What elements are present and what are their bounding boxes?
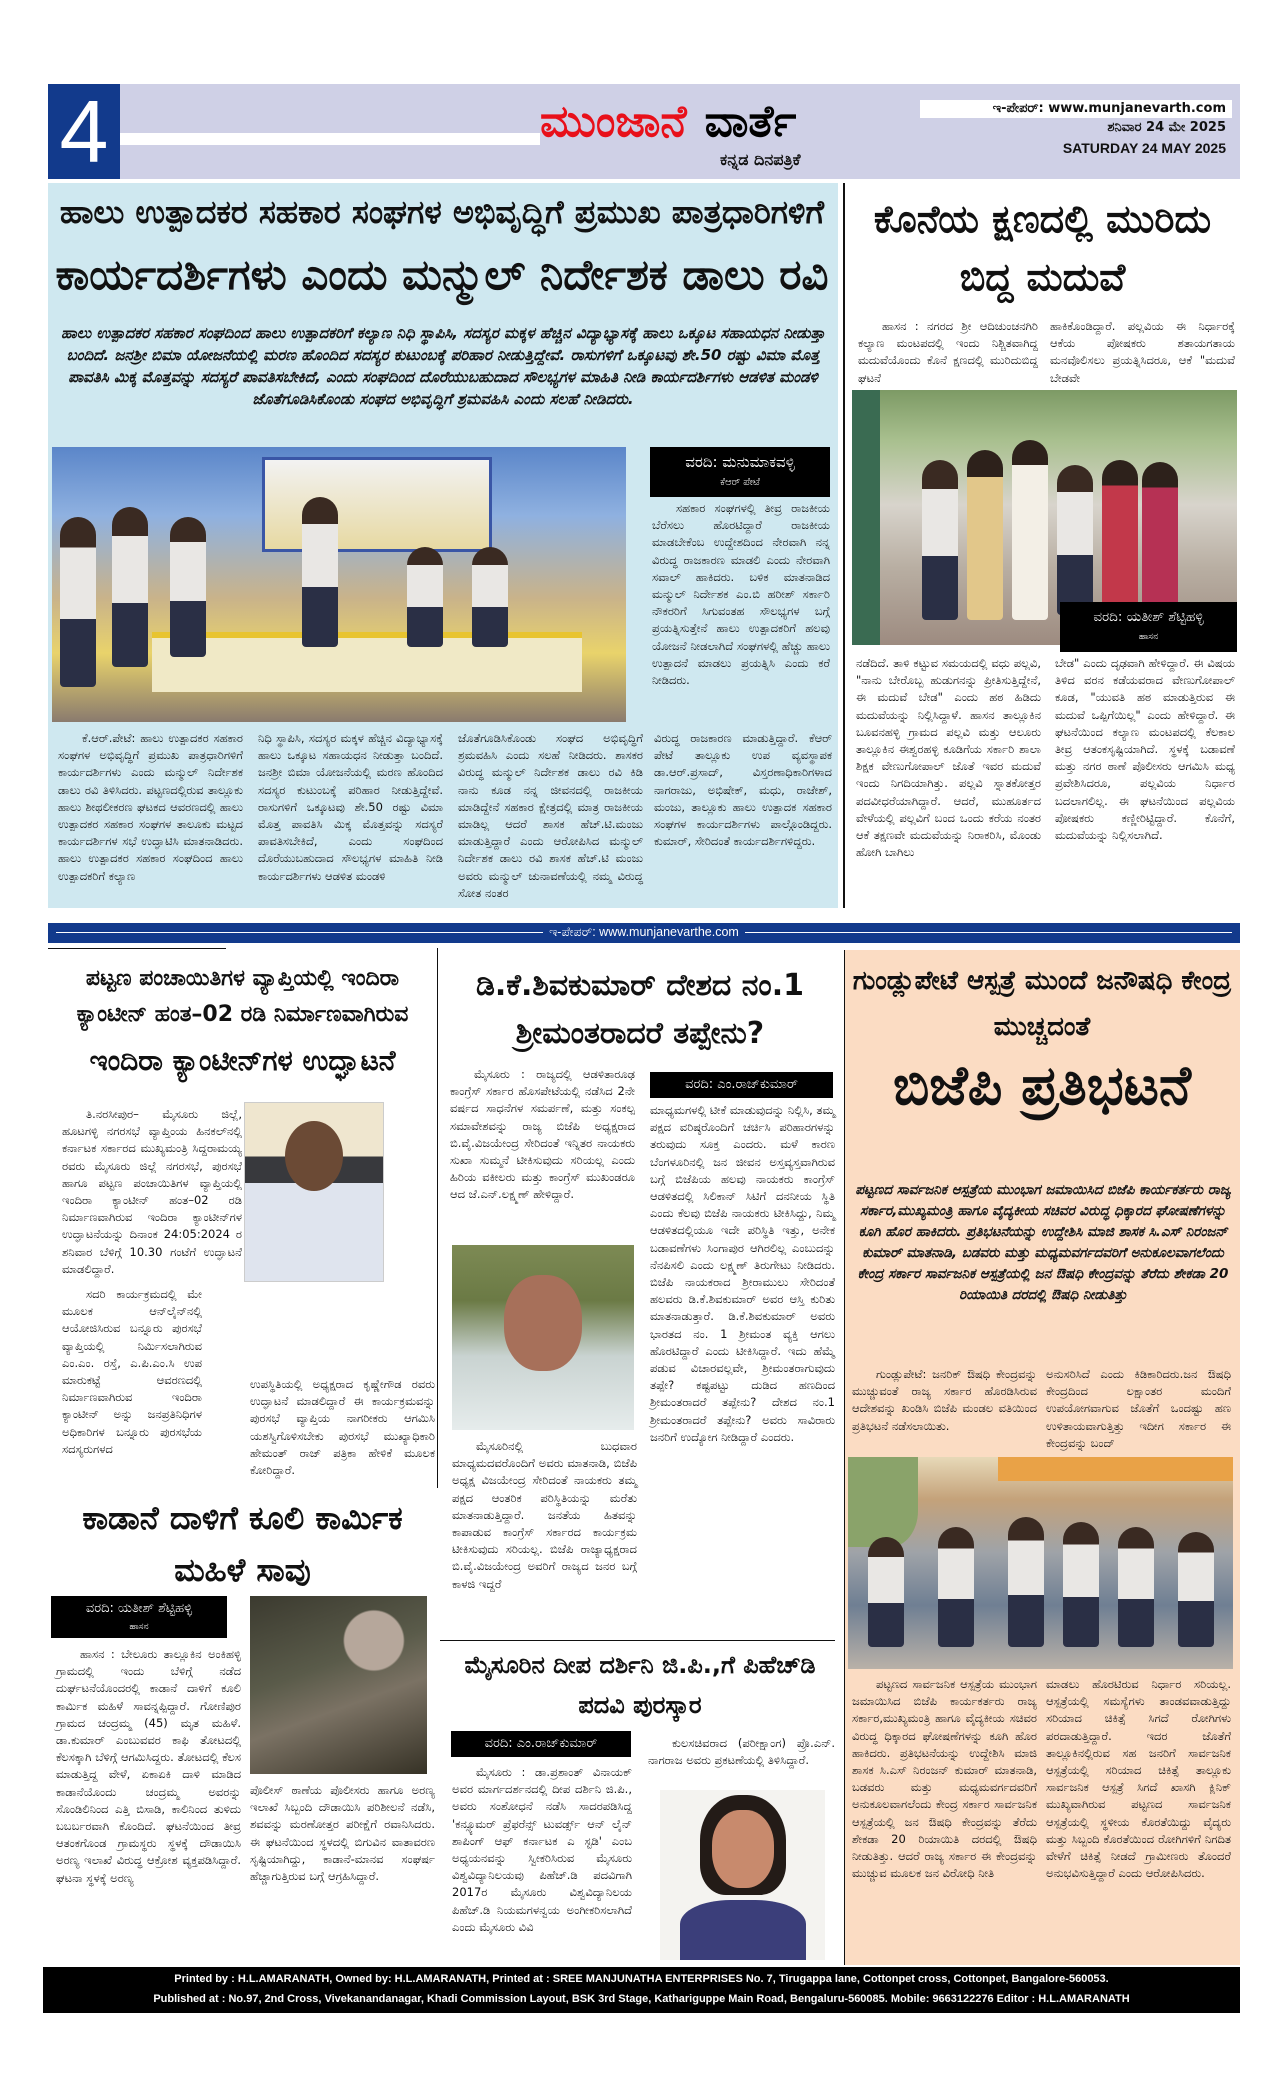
newspaper-subtitle: ಕನ್ನಡ ದಿನಪತ್ರಿಕೆ (720, 150, 801, 169)
photo-body (680, 1900, 806, 1960)
photo-person (302, 497, 338, 647)
story-canteen-headline-3: ಇಂದಿರಾ ಕ್ಯಾಂಟೀನ್‌ಗಳ ಉದ್ಘಾಟನೆ (89, 1044, 396, 1077)
photo-person (922, 460, 958, 620)
story-canteen-headline-2: ಕ್ಯಾಂಟೀನ್ ಹಂತ–02 ರಡಿ ನಿರ್ಮಾಣವಾಗಿರುವ (76, 1002, 409, 1027)
story-milk-union-column (458, 730, 643, 902)
paragraph: ಮೈಸೂರು : ರಾಜ್ಯದಲ್ಲಿ ಆಡಳಿತಾರೂಢ ಕಾಂಗ್ರೆಸ್ ಸರ್ಕಾರ ಹೊಸಪೇಟೆಯಲ್ಲಿ ನಡೆಸಿದ 2ನೇ ವರ್ಷದ ಸಾಧನೆಗಳ ಸಮರ್ಪಣೆ, ಮತ್ತು ಸಂಕಲ್ಪ ಸಮಾವೇಶವನ್ನು ರಾಜ್ಯ ಬಿಜೆಪಿ ಅಧ್ಯಕ್ಷರಾದ ಬಿ.ವೈ.ವಿಜಯೇಂದ್ರ ಸೇರಿದಂತೆ ಇನ್ನಿತರ ನಾಯಕರು ಸುಖಾ ಸುಮ್ಮನೆ ಟೀಕಿಸುವುದು ಸರಿಯಲ್ಲ ಎಂದು ಹಿರಿಯ ವಕೀಲರು ಮತ್ತು ಕಾಂಗ್ರೆಸ್ ಮುಖಂಡರೂ ಆದ ಜೆ.ಎನ್.ಲಕ್ಷ್ಮಣ್ ಹೇಳಿದ್ದಾರೆ. (450, 1067, 635, 1202)
newspaper-title (540, 96, 796, 147)
story-milk-union-column (652, 500, 830, 689)
byline-place: ಹಾಸನ (1138, 632, 1159, 642)
byline-name: ವರದಿ: ಯತೀಶ್ ಶೆಟ್ಟಿಹಳ್ಳಿ (1093, 609, 1204, 625)
photo-person (938, 1527, 974, 1647)
paragraph: ಸದರಿ ಕಾರ್ಯಕ್ರಮದಲ್ಲಿ ಮೇ ಮೂಲಕ ಆನ್‌ಲೈನ್‌ನಲ್ಲಿ ಆಯೋಜಿಸಿರುವ ಬನ್ನೂರು ಪುರಸಭೆ ವ್ಯಾಪ್ತಿಯಲ್ಲಿ ನಿರ್ಮಿಸಲಾಗಿರುವ ಎಂ.ಎಂ. ರಸ್ತೆ, ಎ.ಪಿ.ಎಂ.ಸಿ ಉಪ ಮಾರುಕಟ್ಟೆ ಆವರಣದಲ್ಲಿ ನಿರ್ಮಾಣವಾಗಿರುವ ಇಂದಿರಾ ಕ್ಯಾಂಟೀನ್ ಅನ್ನು ಜನಪ್ರತಿನಿಧಿಗಳ ಅಧಿಕಾರಿಗಳ ಬನ್ನೂರು ಪುರಸಭೆಯ ಸದಸ್ಯರುಗಳದ (62, 1287, 202, 1456)
photo-tree (848, 1457, 918, 1547)
story-milk-union-byline (650, 447, 830, 497)
date-english: SATURDAY 24 MAY 2025 (1062, 140, 1226, 156)
date-kannada: ಶನಿವಾರ 24 ಮೇ 2025 (1107, 120, 1226, 135)
photo-face (712, 1810, 774, 1888)
photo-person (1118, 1527, 1154, 1647)
photo-person (112, 507, 148, 667)
story-phd-photo (660, 1790, 825, 1960)
imprint-line-2: Published at : No.97, 2nd Cross, Vivekanandanagar, Khadi Commission Layout, BSK 3rd Stage, Kathariguppe Main Road, Bengaluru-560085. Mobile: 9663122276 Editor : H.L.AMARANATH (153, 1993, 1130, 2005)
paragraph: ಜೊತೆಗೂಡಿಸಿಕೊಂಡು ಸಂಘದ ಅಭಿವೃದ್ಧಿಗೆ ಶ್ರಮವಹಿಸಿ ಎಂದು ಸಲಹೆ ನೀಡಿದರು. ಶಾಸಕರ ವಿರುದ್ಧ ಮನ್ಮುಲ್ ನಿರ್ದೇಶಕ ಡಾಲು ರವಿ ಕಿಡಿ ನಾನು ಕೂಡ ನನ್ನ ಜೀವನದಲ್ಲಿ ರಾಜಕೀಯ ಮಾಡಿದ್ದೇನೆ ಸಹಕಾರ ಕ್ಷೇತ್ರದಲ್ಲಿ ಮಾತ್ರ ರಾಜಕೀಯ ಮಾಡಿಲ್ಲ ಆದರೆ ಶಾಸಕ ಹೆಚ್.ಟಿ.ಮಂಜು ಮಾಡುತ್ತಿದ್ದಾರೆ ಎಂದು ಆರೋಪಿಸಿದ ಮನ್ಮುಲ್ ನಿರ್ದೇಶಕ ಡಾಲು ರವಿ ಶಾಸಕ ಹೆಚ್.ಟಿ ಮಂಜು ಅವರು ಮನ್ಮುಲ್ ಚುನಾವಣೆಯಲ್ಲಿ ನಮ್ಮ ವಿರುದ್ಧ ಸೋತ ನಂತರ (458, 731, 643, 900)
story-gundlupet-column (852, 1366, 1037, 1435)
separator-url[interactable]: ಇ-ಪೇಪರ್: www.munjanevarthe.com (543, 925, 745, 939)
photo-person (1063, 1522, 1099, 1647)
photo-banner (998, 1457, 1233, 1481)
byline-place: ಹಾಸನ (129, 1622, 149, 1632)
story-gundlupet-column (1046, 1676, 1231, 1882)
paragraph: ಮಾಡಲು ಹೊರಟಿರುವ ನಿರ್ಧಾರ ಸರಿಯಲ್ಲ. ಆಸ್ಪತ್ರೆಯಲ್ಲಿ ಸಮಸ್ಯೆಗಳು ತಾಂಡವವಾಡುತ್ತಿದ್ದು ಸರಿಯಾದ ಚಿಕಿತ್ಸೆ ಸಿಗದೆ ರೋಗಿಗಳು ಪರದಾಡುತ್ತಿದ್ದಾರೆ. ಇದರ ಜೊತೆಗೆ ತಾಲ್ಲೂಕಿನಲ್ಲಿರುವ ಸಹ ಜನರಿಗೆ ಸಾರ್ವಜನಿಕ ಆಸ್ಪತ್ರೆಯಲ್ಲಿ ಸರಿಯಾದ ಚಿಕಿತ್ಸೆ ತಾಲ್ಲೂಕು ಸಾರ್ವಜನಿಕ ಆಸ್ಪತ್ರೆ ಸಿಗದೆ ಖಾಸಗಿ ಕ್ಲಿನಿಕ್ ಮುಖ್ಯವಾಗಿರುವ ಪಟ್ಟಣದ ಸಾರ್ವಜನಿಕ ಆಸ್ಪತ್ರೆಯಲ್ಲಿ ಸ್ಥಳೀಯ ಕೊರತೆಯಿದ್ದು ವೈದ್ಯರು ಮತ್ತು ಸಿಬ್ಬಂದಿ ಕೊರತೆಯಿಂದ ರೋಗಿಗಳಿಗೆ ನಿಗದಿತ ವೇಳೆಗೆ ಚಿಕಿತ್ಸೆ ನೀಡದೆ ಗ್ರಾಮೀಣರು ತೊಂದರೆ ಅನುಭವಿಸುತ್ತಿದ್ದಾರೆ ಎಂದು ಆರೋಪಿಸಿದರು. (1046, 1677, 1231, 1881)
story-wedding-column (856, 655, 1041, 861)
photo-person (868, 1537, 904, 1647)
photo-person (1057, 465, 1093, 615)
photo-person (407, 547, 443, 647)
paragraph: ನಡೆದಿದೆ. ತಾಳಿ ಕಟ್ಟುವ ಸಮಯದಲ್ಲಿ ವಧು ಪಲ್ಲವಿ, "ನಾನು ಬೇರೊಬ್ಬ ಹುಡುಗನನ್ನು ಪ್ರೀತಿಸುತ್ತಿದ್ದೇನೆ, ಈ ಮದುವೆ ಬೇಡ" ಎಂದು ಹಠ ಹಿಡಿದು ಮದುವೆಯನ್ನು ನಿಲ್ಲಿಸಿದ್ದಾಳೆ. ಹಾಸನ ತಾಲ್ಲೂಕಿನ ಬೂವನಹಳ್ಳಿ ಗ್ರಾಮದ ಪಲ್ಲವಿ ಮತ್ತು ಆಲೂರು ತಾಲ್ಲೂಕಿನ ಈಶ್ವರಹಳ್ಳಿ ಕೂಡಿಗೆಯ ಸರ್ಕಾರಿ ಶಾಲಾ ಶಿಕ್ಷಕ ವೇಣುಗೋಪಾಲ್ ಜೊತೆ ಇವರ ಮದುವೆ ಇಂದು ನಿಗದಿಯಾಗಿತ್ತು. ಪಲ್ಲವಿ ಸ್ನಾತಕೋತ್ತರ ಪದವೀಧರೆಯಾಗಿದ್ದಾರೆ. ಆದರೆ, ಮುಹೂರ್ತದ ವೇಳೆಯಲ್ಲಿ ಪಲ್ಲವಿಗೆ ಬಂದ ಒಂದು ಕರೆಯ ನಂತರ ಆಕೆ ತಕ್ಷಣವೇ ಮದುವೆಯನ್ನು ನಿರಾಕರಿಸಿ, ಮೊಂಡು ಹೋಗಿ ಬಾಗಿಲು (856, 656, 1041, 860)
photo-person (1008, 1517, 1044, 1647)
paragraph: ಮೈಸೂರಿನಲ್ಲಿ ಬುಧವಾರ ಮಾಧ್ಯಮದವರೊಂದಿಗೆ ಅವರು ಮಾತನಾಡಿ, ಬಿಜೆಪಿ ಅಧ್ಯಕ್ಷ ವಿಜಯೇಂದ್ರ ಸೇರಿದಂತೆ ನಾಯಕರು ತಮ್ಮ ಪಕ್ಷದ ಆಂತರಿಕ ಪರಿಸ್ಥಿತಿಯನ್ನು ಮರೆತು ಮಾತನಾಡುತ್ತಿದ್ದಾರೆ. ಜನತೆಯ ಹಿತವನ್ನು ಕಾಪಾಡುವ ಕಾಂಗ್ರೆಸ್ ಸರ್ಕಾರದ ಕಾರ್ಯಕ್ರಮ ಟೀಕಿಸುವುದು ಸರಿಯಲ್ಲ. ಬಿಜೆಪಿ ರಾಜ್ಯಾಧ್ಯಕ್ಷರಾದ ಬಿ.ವೈ.ವಿಜಯೇಂದ್ರ ಅವರಿಗೆ ರಾಜ್ಯದ ಜನರ ಬಗ್ಗೆ ಕಾಳಜಿ ಇದ್ದರೆ (452, 1439, 637, 1591)
paragraph: ಕೆ.ಆರ್.ಪೇಟೆ: ಹಾಲು ಉತ್ಪಾದಕರ ಸಹಕಾರ ಸಂಘಗಳ ಅಭಿವೃದ್ಧಿಗೆ ಪ್ರಮುಖ ಪಾತ್ರಧಾರಿಗಳಿಗೆ ಕಾರ್ಯದರ್ಶಿಗಳು ಎಂದು ಮನ್ಮುಲ್ ನಿರ್ದೇಶಕ ಡಾಲು ರವಿ ತಿಳಿಸಿದರು. ಪಟ್ಟಣದಲ್ಲಿರುವ ತಾಲ್ಲೂಕು ಹಾಲು ಶೀಥಲೀಕರಣ ಘಟಕದ ಆವರಣದಲ್ಲಿ ಹಾಲು ಉತ್ಪಾದಕರ ಸಹಕಾರ ಸಂಘಗಳ ತಾಲೂಕು ಮಟ್ಟದ ಕಾರ್ಯದರ್ಶಿಗಳ ಸಭೆ ಉದ್ಘಾಟಿಸಿ ಮಾತನಾಡಿದರು. ಹಾಲು ಉತ್ಪಾದಕರ ಸಹಕಾರ ಸಂಘದಿಂದ ಹಾಲು ಉತ್ಪಾದಕರಿಗೆ ಕಲ್ಯಾಣ (58, 731, 243, 883)
story-canteen-column (62, 1106, 242, 1278)
column-divider (843, 183, 845, 908)
photo-banner (262, 457, 492, 552)
story-dks-column (450, 1066, 635, 1204)
paragraph: ಹಾಕಿಕೊಂಡಿದ್ದಾರೆ. ಪಲ್ಲವಿಯ ಈ ನಿರ್ಧಾರಕ್ಕೆ ಆಕೆಯ ಪೋಷಕರು ಶತಾಯಗತಾಯ ಮನವೊಲಿಸಲು ಪ್ರಯತ್ನಿಸಿದರೂ, ಆಕೆ "ಮದುವೆ ಬೇಡವೇ (1050, 319, 1235, 385)
story-elephant-column (250, 1782, 435, 1885)
story-gundlupet-headline-2: ಬಿಜೆಪಿ ಪ್ರತಿಭಟನೆ (892, 1054, 1192, 1117)
rule (48, 948, 226, 949)
paragraph: ನಿಧಿ ಸ್ಥಾಪಿಸಿ, ಸದಸ್ಯರ ಮಕ್ಕಳ ಹೆಚ್ಚಿನ ವಿದ್ಯಾಭ್ಯಾಸಕ್ಕೆ ಹಾಲು ಒಕ್ಕೂಟ ಸಹಾಯಧನ ನೀಡುತ್ತಾ ಬಂದಿದೆ. ಜನಶ್ರೀ ಬಿಮಾ ಯೋಜನೆಯಲ್ಲಿ ಮರಣ ಹೊಂದಿದ ಸದಸ್ಯರ ಕುಟುಂಬಕ್ಕೆ ಪರಿಹಾರ ನೀಡುತ್ತಿದ್ದೇವೆ. ರಾಸುಗಳಿಗೆ ಒಕ್ಕೂಟವು ಶೇ.50 ರಷ್ಟು ವಿಮಾ ಮೊತ್ತ ಪಾವತಿಸಿ ಮಿಕ್ಕ ಮೊತ್ತವನ್ನು ಸದಸ್ಯರೆ ಪಾವತಿಸಬೇಕಿದೆ, ಎಂದು ಸಂಘದಿಂದ ದೊರೆಯುಬಹುದಾದ ಸೌಲಭ್ಯಗಳ ಮಾಹಿತಿ ನೀಡಿ ಕಾರ್ಯದರ್ಶಿಗಳು ಆಡಳಿತ ಮಂಡಳಿ (258, 731, 443, 883)
story-dks-headline: ಡಿ.ಕೆ.ಶಿವಕುಮಾರ್ ದೇಶದ ನಂ.1 ಶ್ರೀಮಂತರಾದರೆ ತಪ್ಪೇನು? (475, 968, 804, 1051)
column-divider (437, 948, 438, 1488)
photo-face (504, 1275, 582, 1371)
paragraph: ಮೈಸೂರು : ಡಾ.ಪ್ರಶಾಂತ್ ವಿನಾಯಕ್ ಅವರ ಮಾರ್ಗದರ್ಶನದಲ್ಲಿ ದೀಪ ದರ್ಶಿನಿ ಜಿ.ಪಿ., ಅವರು ಸಂಶೋಧನೆ ನಡೆಸಿ ಸಾದರಪಡಿಸಿದ್ದ 'ಕನ್ಸ್ಯೂಮರ್ ಪ್ರೆಫರೆನ್ಸ್ ಟುವರ್ಡ್ಸ್ ಆನ್ ಲೈನ್ ಶಾಪಿಂಗ್ ಆಫ್ ಕರ್ನಾಟಕ ಎ ಸ್ಟಡಿ' ಎಂಬ ಅಧ್ಯಯನವನ್ನು ಸ್ವೀಕರಿಸಿರುವ ಮೈಸೂರು ವಿಶ್ವವಿದ್ಯಾನಿಲಯವು ಪಿಹೆಚ್.ಡಿ ಪದವಿಗಾಗಿ 2017ರ ಮೈಸೂರು ವಿಶ್ವವಿದ್ಯಾನಿಲಯ ಪಿಹೆಚ್.ಡಿ ನಿಯಮಗಳನ್ವಯ ಅಂಗೀಕರಿಸಲಾಗಿದೆ ಎಂದು ಮೈಸೂರು ವಿವಿ (452, 1765, 632, 1934)
story-dks-column (650, 1102, 835, 1446)
paragraph: ಪಟ್ಟಣದ ಸಾರ್ವಜನಿಕ ಆಸ್ಪತ್ರೆಯ ಮುಂಭಾಗ ಜಮಾಯಿಸಿದ ಬಿಜೆಪಿ ಕಾರ್ಯಕರ್ತರು ರಾಜ್ಯ ಸರ್ಕಾರ,ಮುಖ್ಯಮಂತ್ರಿ ಹಾಗೂ ವೈದ್ಯಕೀಯ ಸಚಿವರ ವಿರುದ್ಧ ಧಿಕ್ಕಾರದ ಘೋಷಣೆಗಳನ್ನು ಕೂಗಿ ಹೊರ ಹಾಕಿದರು. ಪ್ರತಿಭಟನೆಯನ್ನು ಉದ್ದೇಶಿಸಿ ಮಾಜಿ ಶಾಸಕ ಸಿ.ಎಸ್ ನಿರಂಜನ್ ಕುಮಾರ್ ಮಾತನಾಡಿ, ಬಡವರು ಮತ್ತು ಮಧ್ಯಮವರ್ಗದವರಿಗೆ ಅನುಕೂಲವಾಗಲೆಂದು ಕೇಂದ್ರ ಸರ್ಕಾರ ಸಾರ್ವಜನಿಕ ಆಸ್ಪತ್ರೆಯಲ್ಲಿ ಜನ ಔಷಧಿ ಕೇಂದ್ರವನ್ನು ತೆರೆದು ಶೇಕಡಾ 20 ರಿಯಾಯಿತಿ ದರದಲ್ಲಿ ಔಷಧಿ ನೀಡುತಿತ್ತು. ಆದರೆ ರಾಜ್ಯ ಸರ್ಕಾರ ಈ ಕೇಂದ್ರವನ್ನು ಮುಚ್ಚುವ ಮೂಲಕ ಜನ ವಿರೋಧಿ ನೀತಿ (852, 1677, 1037, 1881)
photo-person (1012, 440, 1048, 620)
newspaper-title-black: ವಾರ್ತೆ (704, 96, 797, 147)
paragraph: ಮಾಧ್ಯಮಗಳಲ್ಲಿ ಟೀಕೆ ಮಾಡುವುದನ್ನು ನಿಲ್ಲಿಸಿ, ತಮ್ಮ ಪಕ್ಷದ ವರಿಷ್ಠರೊಂದಿಗೆ ಚರ್ಚಿಸಿ ಪರಿಹಾರಗಳನ್ನು ತರುವುದು ಸೂಕ್ತ ಎಂದರು. ಮಳೆ ಕಾರಣ ಬೆಂಗಳೂರಿನಲ್ಲಿ ಜನ ಜೀವನ ಅಸ್ತವ್ಯಸ್ತವಾಗಿರುವ ಬಗ್ಗೆ ಬಿಜೆಪಿಯ ಹಲವು ನಾಯಕರು ಕಾಂಗ್ರೆಸ್ ಆಡಳಿತದಲ್ಲಿ ಸಿಲಿಕಾನ್ ಸಿಟಿಗೆ ದನನೀಯ ಸ್ಥಿತಿ ಎಂದು ಕೆಲವು ಬಿಜೆಪಿ ನಾಯಕರು ಟೀಕಿಸಿದ್ದು, ನಿಮ್ಮ ಆಡಳಿತದಲ್ಲಿಯೂ ಇದೇ ಪರಿಸ್ಥಿತಿ ಇತ್ತು, ಅನೇಕ ಬಡಾವಣೆಗಳು ಸಿಂಗಾಪುರ ಆಗಿರಲಿಲ್ಲ ಎಂಬುದನ್ನು ನೆನಪಿಸಲಿ ಎಂದು ಲಕ್ಷ್ಮಣ್ ತಿರುಗೇಟು ನೀಡಿದರು. ಬಿಜೆಪಿ ನಾಯಕರಾದ ಶ್ರೀರಾಮುಲು ಸೇರಿದಂತೆ ಹಲವರು ಡಿ.ಕೆ.ಶಿವಕುಮಾರ್ ಅವರ ಆಸ್ತಿ ಕುರಿತು ಮಾತನಾಡುತ್ತಾರೆ. ಡಿ.ಕೆ.ಶಿವಕುಮಾರ್ ಅವರು ಭಾರತದ ನಂ. 1 ಶ್ರೀಮಂತ ವ್ಯಕ್ತಿ ಆಗಲು ಹೊರಟಿದ್ದಾರೆ ಎಂದು ಟೀಕಿಸಿದ್ದಾರೆ. ಇದು ಹೆಮ್ಮೆ ಪಡುವ ವಿಚಾರವಲ್ಲವೇ, ಶ್ರೀಮಂತರಾಗುವುದು ತಪ್ಪೇ? ಕಷ್ಟಪಟ್ಟು ದುಡಿದ ಹಣದಿಂದ ಶ್ರೀಮಂತರಾದರೆ ತಪ್ಪೇನು? ದೇಶದ ನಂ.1 ಶ್ರೀಮಂತರಾದರೆ ತಪ್ಪೇನು? ಅವರು ಸಾವಿರಾರು ಜನರಿಗೆ ಉದ್ಯೋಗ ನೀಡಿದ್ದಾರೆ ಎಂದರು. (650, 1103, 836, 1444)
story-milk-union-headline-2: ಕಾರ್ಯದರ್ಶಿಗಳು ಎಂದು ಮನ್ಮುಲ್ ನಿರ್ದೇಶಕ ಡಾಲು ರವಿ (55, 250, 829, 299)
story-wedding-column (1055, 655, 1235, 844)
byline-name: ವರದಿ: ಮನುಮಾಕವಳ್ಳಿ (685, 453, 795, 471)
photo-person (170, 517, 206, 657)
story-elephant-headline: ಕಾಡಾನೆ ದಾಳಿಗೆ ಕೂಲಿ ಕಾರ್ಮಿಕ ಮಹಿಳೆ ಸಾವು (82, 1499, 403, 1589)
photo-face (285, 1121, 343, 1191)
photo-wall (852, 390, 880, 645)
photo-person (967, 450, 1003, 620)
photo-person (60, 517, 96, 687)
photo-person (1102, 460, 1138, 620)
photo-person (472, 547, 508, 647)
paragraph: ಕುಲಸಚಿವರಾದ (ಪರೀಕ್ಷಾಂಗ) ಪ್ರೊ.ಎನ್. ನಾಗರಾಜ ಅವರು ಪ್ರಕಟಣೆಯಲ್ಲಿ ತಿಳಿಸಿದ್ದಾರೆ. (648, 1736, 835, 1768)
byline-name: ವರದಿ: ಯತೀಶ್ ಶೆಟ್ಟಿಹಳ್ಳಿ (85, 1601, 193, 1616)
story-wedding-byline (1060, 602, 1237, 652)
paragraph: ಹಾಸನ : ನಗರದ ಶ್ರೀ ಆದಿಚುಂಚನಗಿರಿ ಕಲ್ಯಾಣ ಮಂಟಪದಲ್ಲಿ ಇಂದು ನಿಶ್ಚಿತವಾಗಿದ್ದ ಮದುವೆಯೊಂದು ಕೊನೆ ಕ್ಷಣದಲ್ಲಿ ಮುರಿದುಬಿದ್ದ ಘಟನೆ (858, 319, 1038, 385)
imprint-footer (43, 1967, 1240, 2013)
story-gundlupet-column (852, 1676, 1037, 1882)
rule (440, 1640, 835, 1641)
story-milk-union-column (258, 730, 443, 885)
paragraph: ವಿರುದ್ಧ ರಾಜಕಾರಣ ಮಾಡುತ್ತಿದ್ದಾರೆ. ಕೆಆರ್ ಪೇಟೆ ತಾಲ್ಲೂಕು ಉಪ ವ್ಯವಸ್ಥಾಪಕ ಡಾ.ಆರ್.ಪ್ರಸಾದ್, ವಿಸ್ತರಣಾಧಿಕಾರಿಗಳಾದ ನಾಗರಾಜು, ಅಭಿಷೇಕ್, ಮಧು, ರಾಜೇಶ್, ಮಂಜು, ತಾಲ್ಲೂಕು ಹಾಲು ಉತ್ಪಾದಕ ಸಹಕಾರ ಸಂಘಗಳ ಕಾರ್ಯದರ್ಶಿಗಳು ಪಾಲ್ಗೊಂಡಿದ್ದರು. ಕುಮಾರ್, ಸೇರಿದಂತೆ ಕಾರ್ಯದರ್ಶಿಗಳಿದ್ದರು. (654, 731, 832, 849)
story-canteen-column (250, 1376, 435, 1479)
photo-stage-table (152, 632, 582, 692)
story-wedding-column (1050, 318, 1235, 387)
story-elephant-byline (51, 1596, 227, 1638)
story-canteen-column (62, 1286, 202, 1458)
masthead-rule (120, 133, 540, 145)
story-dks-byline: ವರದಿ: ಎಂ.ರಾಜ್‌ಕುಮಾರ್ (650, 1072, 833, 1098)
paragraph: ಅನುಸರಿಸಿದೆ ಎಂದು ಕಿಡಿಕಾರಿದರು.ಜನ ಔಷಧಿ ಕೇಂದ್ರದಿಂದ ಲಕ್ಷಾಂತರ ಮಂದಿಗೆ ಉಪಯೋಗವಾಗುವ ಜೊತೆಗೆ ಒಂದಷ್ಟು ಹಣ ಉಳಿತಾಯವಾಗುತ್ತಿತ್ತು ಇದೀಗ ಸರ್ಕಾರ ಈ ಕೇಂದ್ರವನ್ನು ಬಂದ್ (1046, 1367, 1231, 1450)
page-number: 4 (48, 84, 120, 179)
paragraph: ತಿ.ನರಸೀಪುರ– ಮೈಸೂರು ಜಿಲ್ಲೆ, ಹೂಟಗಳ್ಳಿ ನಗರಸಭೆ ವ್ಯಾಪ್ತಿಂಯ ಹಿನಕಲ್‌ನಲ್ಲಿ ಕರ್ನಾಟಕ ಸರ್ಕಾರದ ಮುಖ್ಯಮಂತ್ರಿ ಸಿದ್ದರಾಮಯ್ಯ ರವರು ಮೈಸೂರು ಜಿಲ್ಲೆ ನಗರಸಭೆ, ಪುರಸಭೆ ಹಾಗೂ ಪಟ್ಟಣ ಪಂಚಾಯಿತಿಗಳ ವ್ಯಾಪ್ತಿಯಲ್ಲಿ ಇಂದಿರಾ ಕ್ಯಾಂಟೀನ್ ಹಂತ–02 ರಡಿ ನಿರ್ಮಾಣವಾಗಿರುವ ಇಂದಿರಾ ಕ್ಯಾಂಟೀನ್‌ಗಳ ಉದ್ಘಾಟನೆಯನ್ನು ದಿನಾಂಕ 24:05:2024 ರ ಶನಿವಾರ ಬೆಳಿಗ್ಗೆ 10.30 ಗಂಟೆಗೆ ಉದ್ಘಾಟನೆ ಮಾಡಲಿದ್ದಾರೆ. (62, 1107, 242, 1276)
story-canteen-headline-1: ಪಟ್ಟಣ ಪಂಚಾಯಿತಿಗಳ ವ್ಯಾಪ್ತಿಯಲ್ಲಿ ಇಂದಿರಾ (85, 966, 400, 991)
byline-place: ಕೆಆರ್ ಪೇಟೆ (720, 477, 760, 488)
story-milk-union-photo (52, 447, 626, 722)
story-phd-headline: ಮೈಸೂರಿನ ದೀಪ ದರ್ಶಿನಿ ಜಿ.ಪಿ.,ಗೆ ಪಿಹೆಚ್‌ಡಿ ಪದವಿ ಪುರಸ್ಕಾರ (464, 1651, 816, 1719)
paragraph: ಉಪಸ್ಥಿತಿಯಲ್ಲಿ ಅಧ್ಯಕ್ಷರಾದ ಕೃಷ್ಣೇಗೌಡ ರವರು ಉದ್ಘಾಟನೆ ಮಾಡಲಿದ್ದಾರೆ ಈ ಕಾರ್ಯಕ್ರಮವನ್ನು ಪುರಸಭೆ ವ್ಯಾಪ್ತಿಯ ನಾಗರೀಕರು ಆಗಮಿಸಿ ಯಶಸ್ವಿಗೊಳಿಸಬೇಕು ಪುರಸಭೆ ಮುಖ್ಯಾಧಿಕಾರಿ ಹೇಮಂತ್ ರಾಜ್ ಪತ್ರಿಕಾ ಹೇಳಿಕೆ ಮೂಲಕ ಕೋರಿದ್ದಾರೆ. (250, 1377, 435, 1478)
paragraph: ಹಾಸನ : ಬೇಲೂರು ತಾಲ್ಲೂಕಿನ ಅಂಕಿಹಳ್ಳಿ ಗ್ರಾಮದಲ್ಲಿ ಇಂದು ಬೆಳಿಗ್ಗೆ ನಡೆದ ದುರ್ಘಟನೆಯೊಂದರಲ್ಲಿ ಕಾಡಾನೆ ದಾಳಿಗೆ ಕೂಲಿ ಕಾರ್ಮಿಕ ಮಹಿಳೆ ಸಾವನ್ನಪ್ಪಿದ್ದಾರೆ. ಗೋಣಿಪುರ ಗ್ರಾಮದ ಚಂದ್ರಮ್ಮ (45) ಮೃತ ಮಹಿಳೆ. ಡಾ.ಕುಮಾರ್ ಎಂಬುವವರ ಕಾಫಿ ತೋಟದಲ್ಲಿ ಕೆಲಸಕ್ಕಾಗಿ ಬೆಳಿಗ್ಗೆ ಆಗಮಿಸಿದ್ದರು. ತೋಟದಲ್ಲಿ ಕೆಲಸ ಮಾಡುತ್ತಿದ್ದ ವೇಳೆ, ಏಕಾಏಕಿ ದಾಳಿ ಮಾಡಿದ ಕಾಡಾನೆಯೊಂದು ಚಂದ್ರಮ್ಮ ಅವರನ್ನು ಸೊಂಡಿಲಿನಿಂದ ಎತ್ತಿ ಬಿಸಾಡಿ, ಕಾಲಿನಿಂದ ತುಳಿದು ಬಬರ್ಬರವಾಗಿ ಕೊಂದಿದೆ. ಘಟನೆಯಿಂದ ತೀವ್ರ ಆತಂಕಗೊಂಡ ಗ್ರಾಮಸ್ಥರು ಸ್ಥಳಕ್ಕೆ ದೌಡಾಯಿಸಿ ಅರಣ್ಯ ಇಲಾಖೆ ವಿರುದ್ಧ ಆಕ್ರೋಶ ವ್ಯಕ್ತಪಡಿಸಿದ್ದಾರೆ. ಘಟನಾ ಸ್ಥಳಕ್ಕೆ ಅರಣ್ಯ (56, 1647, 241, 1885)
paragraph: ಬೇಡ" ಎಂದು ದೃಢವಾಗಿ ಹೇಳಿದ್ದಾರೆ. ಈ ವಿಷಯ ತಿಳಿದ ವರನ ಕಡೆಯವರಾದ ವೇಣುಗೋಪಾಲ್ ಕೂಡ, "ಯುವತಿ ಹಠ ಮಾಡುತ್ತಿರುವ ಈ ಮದುವೆ ಒಪ್ಪಿಗೆಯಿಲ್ಲ" ಎಂದು ಹೇಳಿದ್ದಾರೆ. ಈ ಘಟನೆಯಿಂದ ಕಲ್ಯಾಣ ಮಂಟಪದಲ್ಲಿ ಕೆಲಕಾಲ ತೀವ್ರ ಆತಂಕಸೃಷ್ಟಿಯಾಗಿದೆ. ಸ್ಥಳಕ್ಕೆ ಬಡಾವಣೆ ಮತ್ತು ನಗರ ಠಾಣೆ ಪೊಲೀಸರು ಆಗಮಿಸಿ ಮಧ್ಯ ಪ್ರವೇಶಿಸಿದರೂ, ಪಲ್ಲವಿಯ ನಿರ್ಧಾರ ಬದಲಾಗಲಿಲ್ಲ. ಈ ಘಟನೆಯಿಂದ ಪಲ್ಲವಿಯ ಪೋಷಕರು ಕಣ್ಣೀರಿಟ್ಟಿದ್ದಾರೆ. ಕೊನೆಗೆ, ಮದುವೆಯನ್ನು ನಿಲ್ಲಿಸಲಾಗಿದೆ. (1055, 656, 1235, 843)
imprint-line-1: Printed by : H.L.AMARANATH, Owned by: H.L.AMARANATH, Printed at : SREE MANJUNATHA ENTERPRISES No. 7, Tirugappa lane, Cottonpet cross, Cottonpet, Bangalore-560053. (174, 1973, 1109, 1985)
paragraph: ಗುಂಡ್ಲುಪೇಟೆ: ಜನರಿಕ್ ಔಷಧಿ ಕೇಂದ್ರವನ್ನು ಮುಚ್ಚುವಂತೆ ರಾಜ್ಯ ಸರ್ಕಾರ ಹೊರಡಿಸಿರುವ ಆದೇಶವನ್ನು ಖಂಡಿಸಿ ಬಿಜೆಪಿ ಮಂಡಲ ವತಿಯಿಂದ ಪ್ರತಿಭಟನೆ ನಡೆಸಲಾಯಿತು. (852, 1367, 1037, 1433)
story-milk-union-column (654, 730, 832, 850)
story-wedding-column (858, 318, 1038, 387)
story-canteen-photo (244, 1102, 384, 1282)
story-gundlupet-headline-1: ಗುಂಡ್ಲುಪೇಟೆ ಆಸ್ಪತ್ರೆ ಮುಂದೆ ಜನೌಷಧಿ ಕೇಂದ್ರ ಮುಚ್ಚದಂತೆ (852, 966, 1232, 1042)
separator-text-wrap (48, 925, 1240, 940)
paragraph: ಪೊಲೀಸ್ ಠಾಣೆಯ ಪೊಲೀಸರು ಹಾಗೂ ಅರಣ್ಯ ಇಲಾಖೆ ಸಿಬ್ಬಂದಿ ದೌಡಾಯಿಸಿ ಪರಿಶೀಲನೆ ನಡೆಸಿ, ಶವವನ್ನು ಮರಣೋತ್ತರ ಪರೀಕ್ಷೆಗೆ ರವಾನಿಸಿದರು. ಈ ಘಟನೆಯಿಂದ ಸ್ಥಳದಲ್ಲಿ ಬಿಗುವಿನ ವಾತಾವರಣ ಸೃಷ್ಟಿಯಾಗಿದ್ದು, ಕಾಡಾನೆ-ಮಾನವ ಸಂಘರ್ಷ ಹೆಚ್ಚಾಗುತ್ತಿರುವ ಬಗ್ಗೆ ಆಗ್ರಹಿಸಿದ್ದಾರೆ. (250, 1783, 435, 1884)
paragraph: ಸಹಕಾರ ಸಂಘಗಳಲ್ಲಿ ತೀವ್ರ ರಾಜಕೀಯ ಬೆರೆಸಲು ಹೊರಟಿದ್ದಾರೆ ರಾಜಕೀಯ ಮಾಡಬೇಕೆಂಬ ಉದ್ದೇಶದಿಂದ ನೇರವಾಗಿ ನನ್ನ ವಿರುದ್ಧ ರಾಜಕಾರಣ ಮಾಡಲಿ ಎಂದು ನೇರವಾಗಿ ಸವಾಲ್ ಹಾಕಿದರು. ಬಳಿಕ ಮಾತನಾಡಿದ ಮನ್ಮುಲ್ ನಿರ್ದೇಶಕ ಎಂ.ಬಿ ಹರೀಶ್ ಸರ್ಕಾರಿ ನೌಕರರಿಗೆ ಸಿಗುವಂತಹ ಸೌಲಭ್ಯಗಳ ಬಗ್ಗೆ ಪ್ರಯತ್ನಿಸುತ್ತೇನೆ ಹಾಲು ಉತ್ಪಾದಕರಿಗೆ ಹಲವು ಯೋಜನೆ ನೀಡಲಾಗಿದೆ ಸಂಘಗಳಲ್ಲಿ ಹೆಚ್ಚು ಹಾಲು ಉತ್ಪಾದನೆ ಮಾಡಲು ಪ್ರಯತ್ನಿಸಿ ಎಂದು ಕರೆ ನೀಡಿದರು. (652, 501, 830, 688)
story-milk-union-headline-1: ಹಾಲು ಉತ್ಪಾದಕರ ಸಹಕಾರ ಸಂಘಗಳ ಅಭಿವೃದ್ಧಿಗೆ ಪ್ರಮುಖ ಪಾತ್ರಧಾರಿಗಳಿಗೆ (59, 193, 825, 231)
story-phd-byline: ವರದಿ: ಎಂ.ರಾಜ್‌ಕುಮಾರ್ (451, 1731, 631, 1757)
story-gundlupet-column (1046, 1366, 1231, 1452)
photo-person (1142, 462, 1178, 622)
newspaper-title-red: ಮುಂಜಾನೆ (540, 96, 687, 147)
story-dks-photo (452, 1245, 634, 1430)
section-separator (48, 923, 1240, 943)
story-milk-union-lead: ಹಾಲು ಉತ್ಪಾದಕರ ಸಹಕಾರ ಸಂಘದಿಂದ ಹಾಲು ಉತ್ಪಾದಕರಿಗೆ ಕಲ್ಯಾಣ ನಿಧಿ ಸ್ಥಾಪಿಸಿ, ಸದಸ್ಯರ ಮಕ್ಕಳ ಹೆಚ್ಚಿನ ವಿದ್ಯಾಭ್ಯಾಸಕ್ಕೆ ಹಾಲು ಒಕ್ಕೂಟ ಸಹಾಯಧನ ನೀಡುತ್ತಾ ಬಂದಿದೆ. ಜನಶ್ರೀ ಬಿಮಾ ಯೋಜನೆಯಲ್ಲಿ ಮರಣ ಹೊಂದಿದ ಸದಸ್ಯರ ಕುಟುಂಬಕ್ಕೆ ಪರಿಹಾರ ನೀಡುತ್ತಿದ್ದೇವೆ. ರಾಸುಗಳಿಗೆ ಒಕ್ಕೂಟವು ಶೇ.50 ರಷ್ಟು ವಿಮಾ ಮೊತ್ತ ಪಾವತಿಸಿ ಮಿಕ್ಕ ಮೊತ್ತವನ್ನು ಸದಸ್ಯರೆ ಪಾವತಿಸಬೇಕಿದೆ, ಎಂದು ಸಂಘದಿಂದ ದೊರೆಯುಬಹುದಾದ ಸೌಲಭ್ಯಗಳ ಮಾಹಿತಿ ನೀಡಿ ಕಾರ್ಯದರ್ಶಿಗಳು ಆಡಳಿತ ಮಂಡಳಿ ಜೊತೆಗೂಡಿಸಿಕೊಂಡು ಸಂಘದ ಅಭಿವೃದ್ಧಿಗೆ ಶ್ರಮವಹಿಸಿ ಎಂದು ಸಲಹೆ ನೀಡಿದರು. (61, 324, 825, 408)
story-phd-column (452, 1764, 632, 1936)
story-milk-union-column (58, 730, 243, 885)
photo-person (1178, 1532, 1214, 1647)
story-phd-column (648, 1735, 835, 1769)
story-wedding-headline: ಕೊನೆಯ ಕ್ಷಣದಲ್ಲಿ ಮುರಿದು ಬಿದ್ದ ಮದುವೆ (873, 197, 1212, 299)
story-elephant-column (56, 1646, 241, 1887)
story-gundlupet-photo (848, 1457, 1233, 1669)
story-gundlupet-lead: ಪಟ್ಟಣದ ಸಾರ್ವಜನಿಕ ಆಸ್ಪತ್ರೆಯ ಮುಂಭಾಗ ಜಮಾಯಿಸಿದ ಬಿಜೆಪಿ ಕಾರ್ಯಕರ್ತರು ರಾಜ್ಯ ಸರ್ಕಾರ,ಮುಖ್ಯಮಂತ್ರಿ ಹಾಗೂ ವೈದ್ಯಕೀಯ ಸಚಿವರ ವಿರುದ್ಧ ಧಿಕ್ಕಾರದ ಘೋಷಣೆಗಳನ್ನು ಕೂಗಿ ಹೊರ ಹಾಕಿದರು. ಪ್ರತಿಭಟನೆಯನ್ನು ಉದ್ದೇಶಿಸಿ ಮಾಜಿ ಶಾಸಕ ಸಿ.ಎಸ್ ನಿರಂಜನ್ ಕುಮಾರ್ ಮಾತನಾಡಿ, ಬಡವರು ಮತ್ತು ಮಧ್ಯಮವರ್ಗದವರಿಗೆ ಅನುಕೂಲವಾಗಲೆಂದು ಕೇಂದ್ರ ಸರ್ಕಾರ ಸಾರ್ವಜನಿಕ ಆಸ್ಪತ್ರೆಯಲ್ಲಿ ಜನ ಔಷಧಿ ಕೇಂದ್ರವನ್ನು ತೆರೆದು ಶೇಕಡಾ 20 ರಿಯಾಯಿತಿ ದರದಲ್ಲಿ ಔಷಧಿ ನೀಡುತಿತ್ತು (855, 1182, 1231, 1303)
story-elephant-photo (250, 1596, 427, 1774)
story-dks-column (452, 1438, 637, 1593)
epaper-url[interactable]: ಇ-ಪೇಪರ್: www.munjanevarth.com (920, 100, 1232, 118)
